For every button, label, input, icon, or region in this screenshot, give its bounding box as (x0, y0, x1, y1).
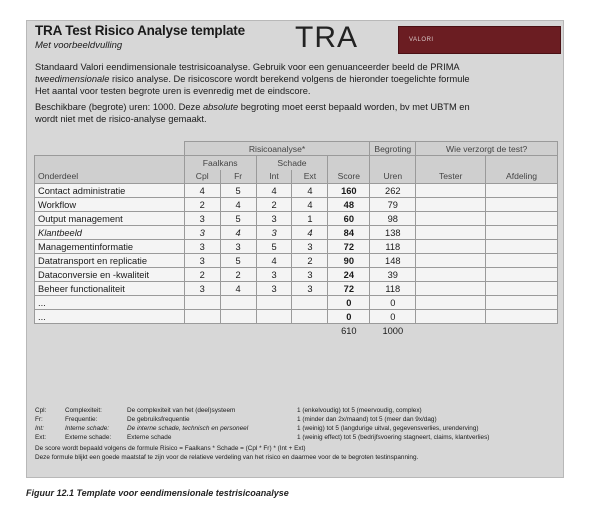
row-fr: 5 (220, 212, 256, 226)
row-cpl: 2 (184, 198, 220, 212)
row-int: 4 (256, 184, 292, 198)
figure-caption: Figuur 12.1 Template voor eendimensionale testrisicoanalyse (26, 488, 289, 498)
col-tester: Tester (416, 170, 486, 184)
legend-term: Complexiteit: (65, 407, 102, 414)
row-uren: 39 (370, 268, 416, 282)
row-ext: 3 (292, 268, 328, 282)
row-score: 0 (328, 296, 370, 310)
row-afdeling (486, 240, 558, 254)
row-tester (416, 212, 486, 226)
legend-abbr: Cpl: (35, 407, 47, 414)
row-int: 3 (256, 282, 292, 296)
table-row (35, 310, 558, 324)
row-fr: 4 (220, 198, 256, 212)
row-cpl: 3 (184, 282, 220, 296)
row-tester (416, 254, 486, 268)
intro-line-1: Standaard Valori eendimensionale testrisicoanalyse. Gebruik voor een genuanceerder beeld de PRIMA (35, 62, 460, 72)
col-afdeling: Afdeling (486, 170, 558, 184)
template-panel (26, 20, 564, 478)
row-score: 24 (328, 268, 370, 282)
who-group-header: Wie verzorgt de test? (416, 142, 558, 156)
legend-term: Externe schade: (65, 434, 112, 441)
row-cpl: 3 (184, 240, 220, 254)
faalkans-header: Faalkans (184, 156, 256, 170)
row-score: 72 (328, 282, 370, 296)
legend-scale: 1 (minder dan 2x/maand) tot 5 (meer dan 9x/dag) (297, 416, 437, 423)
template-title: TRA Test Risico Analyse template (35, 23, 245, 38)
row-ext: 4 (292, 226, 328, 240)
legend-desc: De gebruiksfrequentie (127, 416, 190, 423)
row-tester (416, 268, 486, 282)
intro-line-3: Het aantal voor testen begrote uren is evenredig met de eindscore. (35, 86, 311, 96)
row-int (256, 310, 292, 324)
legend-term: Frequentie: (65, 416, 98, 423)
row-fr: 4 (220, 282, 256, 296)
formula-line-2: Deze formule blijkt een goede maatstaf te zijn voor de relatieve verdeling van het risico en daarmee voor de te begroten testinspanning. (35, 454, 419, 461)
row-score: 0 (328, 310, 370, 324)
legend-row (35, 415, 565, 424)
risk-table-body (35, 184, 558, 324)
budget-line-1: Beschikbare (begrote) uren: 1000. Deze absolute begroting moet eerst bepaald worden, bv met UBTM en (35, 102, 470, 112)
row-name: Datatransport en replicatie (35, 254, 185, 268)
row-uren: 0 (370, 310, 416, 324)
row-int: 4 (256, 254, 292, 268)
row-name: Klantbeeld (35, 226, 185, 240)
row-tester (416, 282, 486, 296)
legend-abbr: Int: (35, 425, 44, 432)
table-row (35, 296, 558, 310)
legend-abbr: Fr: (35, 416, 43, 423)
legend-desc: De complexiteit van het (deel)systeem (127, 407, 236, 414)
row-afdeling (486, 226, 558, 240)
row-afdeling (486, 184, 558, 198)
risk-group-header: Risicoanalyse* (184, 142, 370, 156)
row-name: Output management (35, 212, 185, 226)
row-fr (220, 310, 256, 324)
row-ext: 3 (292, 240, 328, 254)
col-int: Int (256, 170, 292, 184)
row-ext: 4 (292, 184, 328, 198)
row-tester (416, 198, 486, 212)
row-name: ... (35, 310, 185, 324)
legend-abbr: Ext: (35, 434, 47, 441)
row-score: 48 (328, 198, 370, 212)
row-uren: 0 (370, 296, 416, 310)
table-row (35, 212, 558, 226)
row-int: 5 (256, 240, 292, 254)
intro-line-2: tweedimensionale risico analyse. De risicoscore wordt berekend volgens de hieronder toegelichte formule (35, 74, 470, 84)
row-name: Beheer functionaliteit (35, 282, 185, 296)
row-name: Workflow (35, 198, 185, 212)
legend-desc: De interne schade, technisch en personeel (127, 425, 249, 432)
col-cpl: Cpl (184, 170, 220, 184)
table-row (35, 282, 558, 296)
row-score: 160 (328, 184, 370, 198)
row-cpl (184, 296, 220, 310)
row-score: 90 (328, 254, 370, 268)
row-fr: 2 (220, 268, 256, 282)
col-ext: Ext (292, 170, 328, 184)
template-subtitle: Met voorbeeldvulling (35, 40, 123, 51)
row-tester (416, 310, 486, 324)
row-uren: 79 (370, 198, 416, 212)
formula-line-1: De score wordt bepaald volgens de formule Risico = Faalkans * Schade = (Cpl * Fr) * (Int + Ext) (35, 445, 306, 452)
row-int: 3 (256, 212, 292, 226)
legend-rows (35, 406, 565, 442)
row-ext: 4 (292, 198, 328, 212)
row-afdeling (486, 296, 558, 310)
row-uren: 148 (370, 254, 416, 268)
row-tester (416, 296, 486, 310)
legend-row (35, 433, 565, 442)
col-uren: Uren (370, 170, 416, 184)
total-score: 610 (341, 325, 357, 336)
table-row (35, 240, 558, 254)
row-int: 3 (256, 226, 292, 240)
tra-logo-text: TRA (295, 21, 358, 54)
row-uren: 118 (370, 240, 416, 254)
row-name: Contact administratie (35, 184, 185, 198)
row-cpl: 3 (184, 212, 220, 226)
row-cpl (184, 310, 220, 324)
schade-header: Schade (256, 156, 328, 170)
total-uren: 1000 (382, 325, 404, 336)
row-afdeling (486, 268, 558, 282)
risk-table (34, 141, 558, 338)
row-cpl: 2 (184, 268, 220, 282)
legend (35, 406, 565, 462)
row-score: 72 (328, 240, 370, 254)
legend-scale: 1 (enkelvoudig) tot 5 (meervoudig, complex) (297, 407, 422, 414)
table-row (35, 268, 558, 282)
totals-row (35, 324, 558, 338)
budget-line-2: wordt niet met de risico-analyse gemaakt. (35, 114, 207, 124)
row-tester (416, 240, 486, 254)
row-fr: 3 (220, 240, 256, 254)
legend-row (35, 424, 565, 433)
row-score: 60 (328, 212, 370, 226)
col-fr: Fr (220, 170, 256, 184)
row-cpl: 4 (184, 184, 220, 198)
row-afdeling (486, 198, 558, 212)
sub-header-row (35, 156, 558, 170)
valori-logo (398, 26, 561, 54)
row-tester (416, 226, 486, 240)
row-tester (416, 184, 486, 198)
table-row (35, 254, 558, 268)
row-ext: 3 (292, 282, 328, 296)
legend-scale: 1 (weinig effect) tot 5 (bedrijfsvoering stagneert, claims, klantverlies) (297, 434, 490, 441)
table-row (35, 198, 558, 212)
row-uren: 98 (370, 212, 416, 226)
row-ext (292, 310, 328, 324)
row-fr (220, 296, 256, 310)
row-name: ... (35, 296, 185, 310)
row-score: 84 (328, 226, 370, 240)
row-fr: 5 (220, 184, 256, 198)
row-ext (292, 296, 328, 310)
row-afdeling (486, 310, 558, 324)
row-name: Managementinformatie (35, 240, 185, 254)
row-uren: 262 (370, 184, 416, 198)
budget-group-header: Begroting (370, 142, 416, 156)
legend-desc: Externe schade (127, 434, 172, 441)
table-row (35, 226, 558, 240)
col-onderdeel: Onderdeel (35, 170, 185, 184)
row-fr: 5 (220, 254, 256, 268)
row-int: 2 (256, 198, 292, 212)
row-afdeling (486, 212, 558, 226)
legend-term: Interne schade: (65, 425, 110, 432)
budget-paragraph (35, 101, 559, 125)
row-afdeling (486, 254, 558, 268)
col-score: Score (328, 170, 370, 184)
table-row (35, 184, 558, 198)
valori-logo-text: VALORI (409, 37, 434, 43)
row-ext: 1 (292, 212, 328, 226)
row-ext: 2 (292, 254, 328, 268)
row-afdeling (486, 282, 558, 296)
intro-paragraph (35, 61, 559, 97)
row-fr: 4 (220, 226, 256, 240)
row-int: 3 (256, 268, 292, 282)
group-header-row (35, 142, 558, 156)
row-cpl: 3 (184, 226, 220, 240)
row-uren: 138 (370, 226, 416, 240)
row-cpl: 3 (184, 254, 220, 268)
row-int (256, 296, 292, 310)
row-name: Dataconversie en -kwaliteit (35, 268, 185, 282)
row-uren: 118 (370, 282, 416, 296)
column-header-row (35, 170, 558, 184)
legend-scale: 1 (weinig) tot 5 (langdurige uitval, gegevensverlies, urenderving) (297, 425, 479, 432)
legend-row (35, 406, 565, 415)
